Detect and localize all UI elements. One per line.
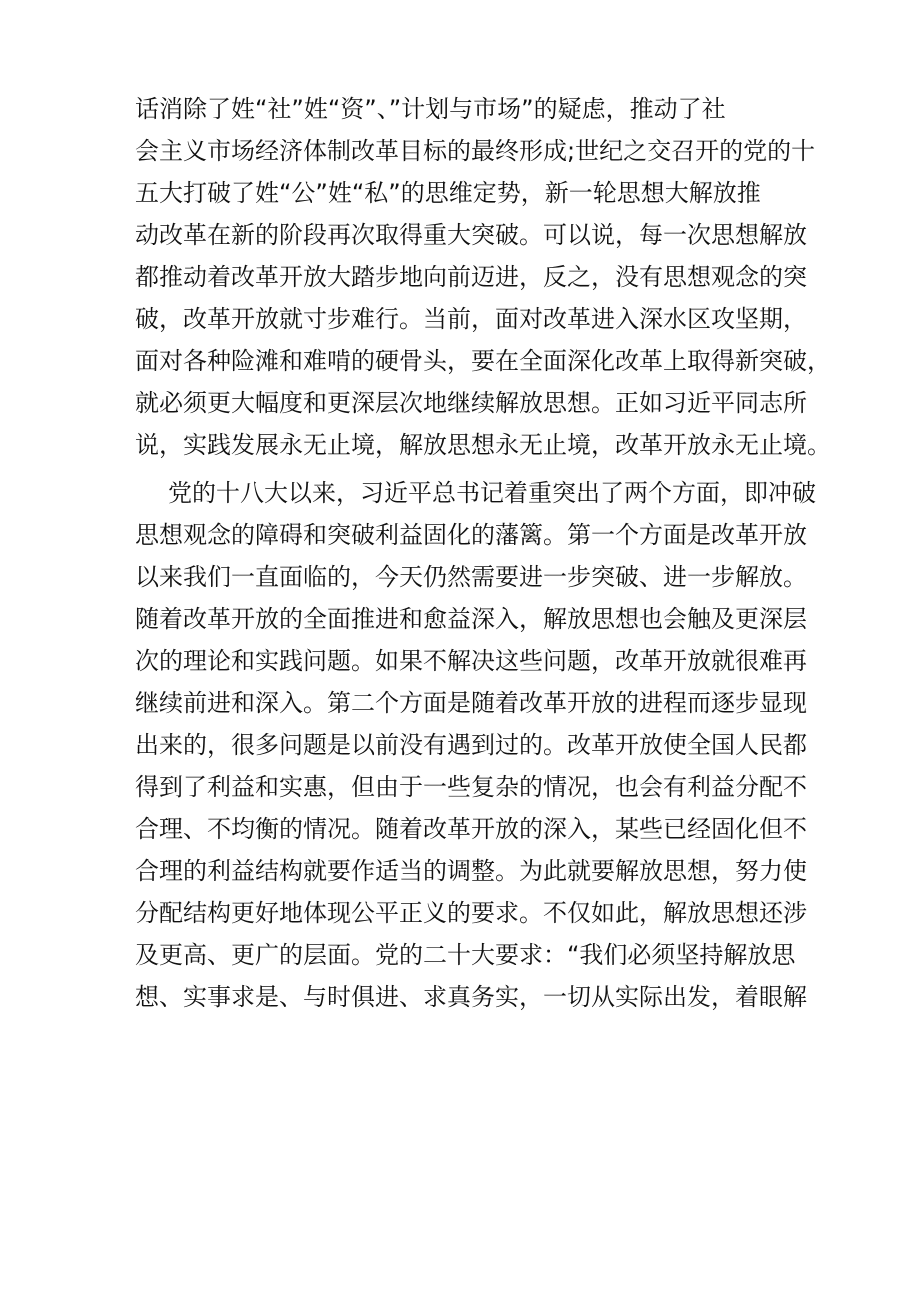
text-line: 得到了利益和实惠，但由于一些复杂的情况，也会有利益分配不 (135, 773, 807, 801)
text-line: 党的十八大以来，习近平总书记着重突出了两个方面，即冲破 (168, 479, 816, 507)
text-line: 思想观念的障碍和突破利益固化的藩篱。第一个方面是改革开放 (135, 521, 807, 549)
text-line: 合理的利益结构就要作适当的调整。为此就要解放思想，努力使 (135, 857, 807, 885)
paragraph-1 (135, 88, 831, 466)
text-line: 随着改革开放的全面推进和愈益深入，解放思想也会触及更深层 (135, 605, 807, 633)
text-line: 破，改革开放就寸步难行。当前，面对改革进入深水区攻坚期， (135, 305, 807, 333)
document-body (135, 88, 831, 1018)
text-line: 说，实践发展永无止境，解放思想永无止境，改革开放永无止境。 (135, 431, 831, 459)
text-line: 分配结构更好地体现公平正义的要求。不仅如此，解放思想还涉 (135, 899, 807, 927)
text-line: 及更高、更广的层面。党的二十大要求：“我们必须坚持解放思 (135, 941, 796, 969)
text-line: 次的理论和实践问题。如果不解决这些问题，改革开放就很难再 (135, 647, 807, 675)
text-line: 都推动着改革开放大踏步地向前迈进，反之，没有思想观念的突 (135, 263, 807, 291)
text-line: 继续前进和深入。第二个方面是随着改革开放的进程而逐步显现 (135, 689, 807, 717)
text-line: 就必须更大幅度和更深层次地继续解放思想。正如习近平同志所 (135, 389, 807, 417)
text-line: 五大打破了姓“公”姓“私”的思维定势，新一轮思想大解放推 (135, 179, 761, 207)
paragraph-2 (135, 472, 815, 1018)
text-line: 合理、不均衡的情况。随着改革开放的深入，某些已经固化但不 (135, 815, 807, 843)
text-line: 会主义市场经济体制改革目标的最终形成;世纪之交召开的党的十 (135, 137, 816, 165)
text-line: 面对各种险滩和难啃的硬骨头，要在全面深化改革上取得新突破， (135, 347, 831, 375)
text-line: 以来我们一直面临的，今天仍然需要进一步突破、进一步解放。 (135, 563, 807, 591)
text-line: 想、实事求是、与时俱进、求真务实，一切从实际出发，着眼解 (135, 983, 807, 1011)
text-line: 动改革在新的阶段再次取得重大突破。可以说，每一次思想解放 (135, 221, 807, 249)
text-line: 出来的，很多问题是以前没有遇到过的。改革开放使全国人民都 (135, 731, 807, 759)
text-line: 话消除了姓“社”姓“资”、”计划与市场”的疑虑，推动了社 (135, 95, 726, 123)
